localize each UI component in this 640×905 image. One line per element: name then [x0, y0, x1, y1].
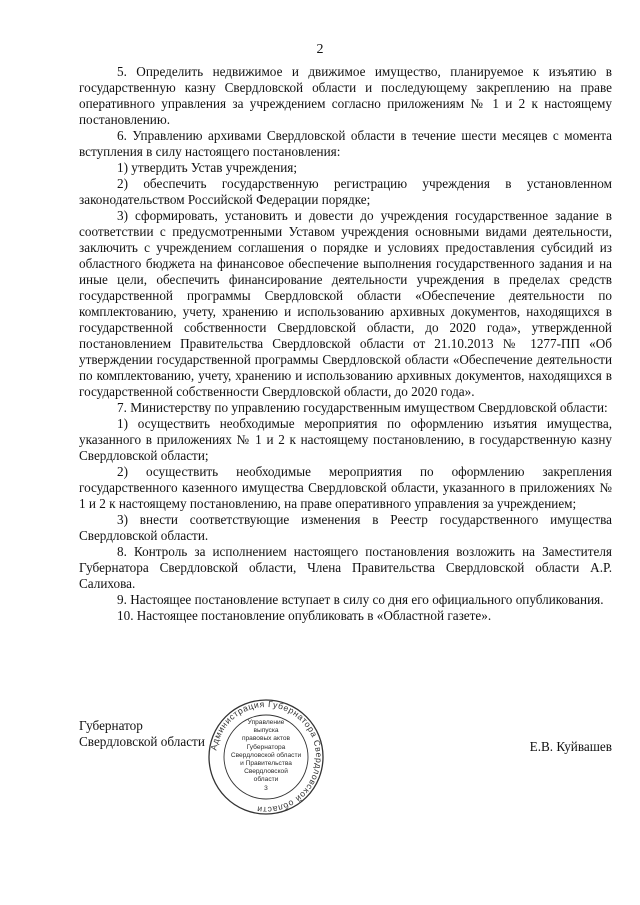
seal-inner-text — [227, 719, 305, 793]
seal-inner-line: правовых актов — [241, 735, 291, 743]
seal-inner-line: выпуска — [253, 727, 279, 735]
seal-inner-line: Свердловской области — [230, 751, 302, 759]
seal-inner-line: области — [253, 776, 279, 784]
signer-title-line-2: Свердловской области — [79, 734, 205, 749]
signer-title-line-1: Губернатор — [79, 718, 143, 733]
paragraph-6-item-1: 1) утвердить Устав учреждения; — [117, 160, 298, 175]
seal-inner-line: Свердловской — [244, 768, 288, 776]
seal-inner-line: и Правительства — [240, 760, 292, 768]
paragraph-7-item-1: 1) осуществить необходимые мероприятия по оформлению изъятия имущества, указанного в приложениях № 1 и 2 к настоящему постановлению, в государственную казну Свердловской области; — [79, 416, 612, 463]
paragraph-5: 5. Определить недвижимое и движимое имущество, планируемое к изъятию в государственную казну Свердловской области и последующему закреплению на праве оперативного управления за учреждением согласно приложениям № 1 и 2 к настоящему постановлению. — [79, 64, 612, 127]
paragraph-7-item-3: 3) внести соответствующие изменения в Реестр государственного имущества Свердловской области. — [79, 512, 612, 543]
paragraph-6: 6. Управлению архивами Свердловской области в течение шести месяцев с момента вступления в силу настоящего постановления: — [79, 128, 612, 159]
seal-ring-text: Администрация Губернатора Свердловской области — [208, 698, 325, 816]
seal-inner-line: Управление — [247, 719, 285, 726]
paragraph-10: 10. Настоящее постановление опубликовать в «Областной газете». — [117, 608, 492, 623]
document-body — [79, 64, 612, 624]
seal-number: 3 — [264, 784, 268, 792]
paragraph-6-item-3: 3) сформировать, установить и довести до учреждения государственное задание в соответствии с предусмотренными Уставом учреждения основными видами деятельности, заключить с учреждением соглашения о порядке и условиях предоставления субсидий из областного бюджета на финансовое обеспечение выполнения государственного задания и на иные цели, обеспечить финансирование деятельности учреждения в пределах средств государственной программы Свердловской области «Обеспечение деятельности по комплектованию, учету, хранению и использованию архивных документов, находящихся в государственной собственности Свердловской области, до 2020 года», утвержденной постановлением Правительства Свердловской области от 21.10.2013 № 1277-ПП «Об утверждении государственной программы Свердловской области «Обеспечение деятельности по комплектованию, учету, хранению и использованию архивных документов, находящихся в государственной собственности Свердловской области, до 2020 года». — [79, 208, 612, 399]
paragraph-7: 7. Министерству по управлению государственным имуществом Свердловской области: — [117, 400, 608, 415]
paragraph-7-item-2: 2) осуществить необходимые мероприятия по оформлению закрепления государственного казенного имущества Свердловской области, указанного в приложениях № 1 и 2 к настоящему постановлению, на праве оперативного управления за учреждением; — [79, 464, 612, 511]
paragraph-6-item-2: 2) обеспечить государственную регистрацию учреждения в установленном законодательством Российской Федерации порядке; — [79, 176, 612, 207]
paragraph-8: 8. Контроль за исполнением настоящего постановления возложить на Заместителя Губернатора Свердловской области, Члена Правительства Свердловской области А.Р. Салихова. — [79, 544, 612, 591]
signer-title — [79, 718, 205, 750]
paragraph-9: 9. Настоящее постановление вступает в силу со дня его официального опубликования. — [117, 592, 604, 607]
seal-inner-line: Губернатора — [246, 743, 286, 751]
signer-name: Е.В. Куйвашев — [529, 739, 612, 754]
signature-block — [79, 698, 612, 818]
page-number: 2 — [316, 42, 324, 57]
